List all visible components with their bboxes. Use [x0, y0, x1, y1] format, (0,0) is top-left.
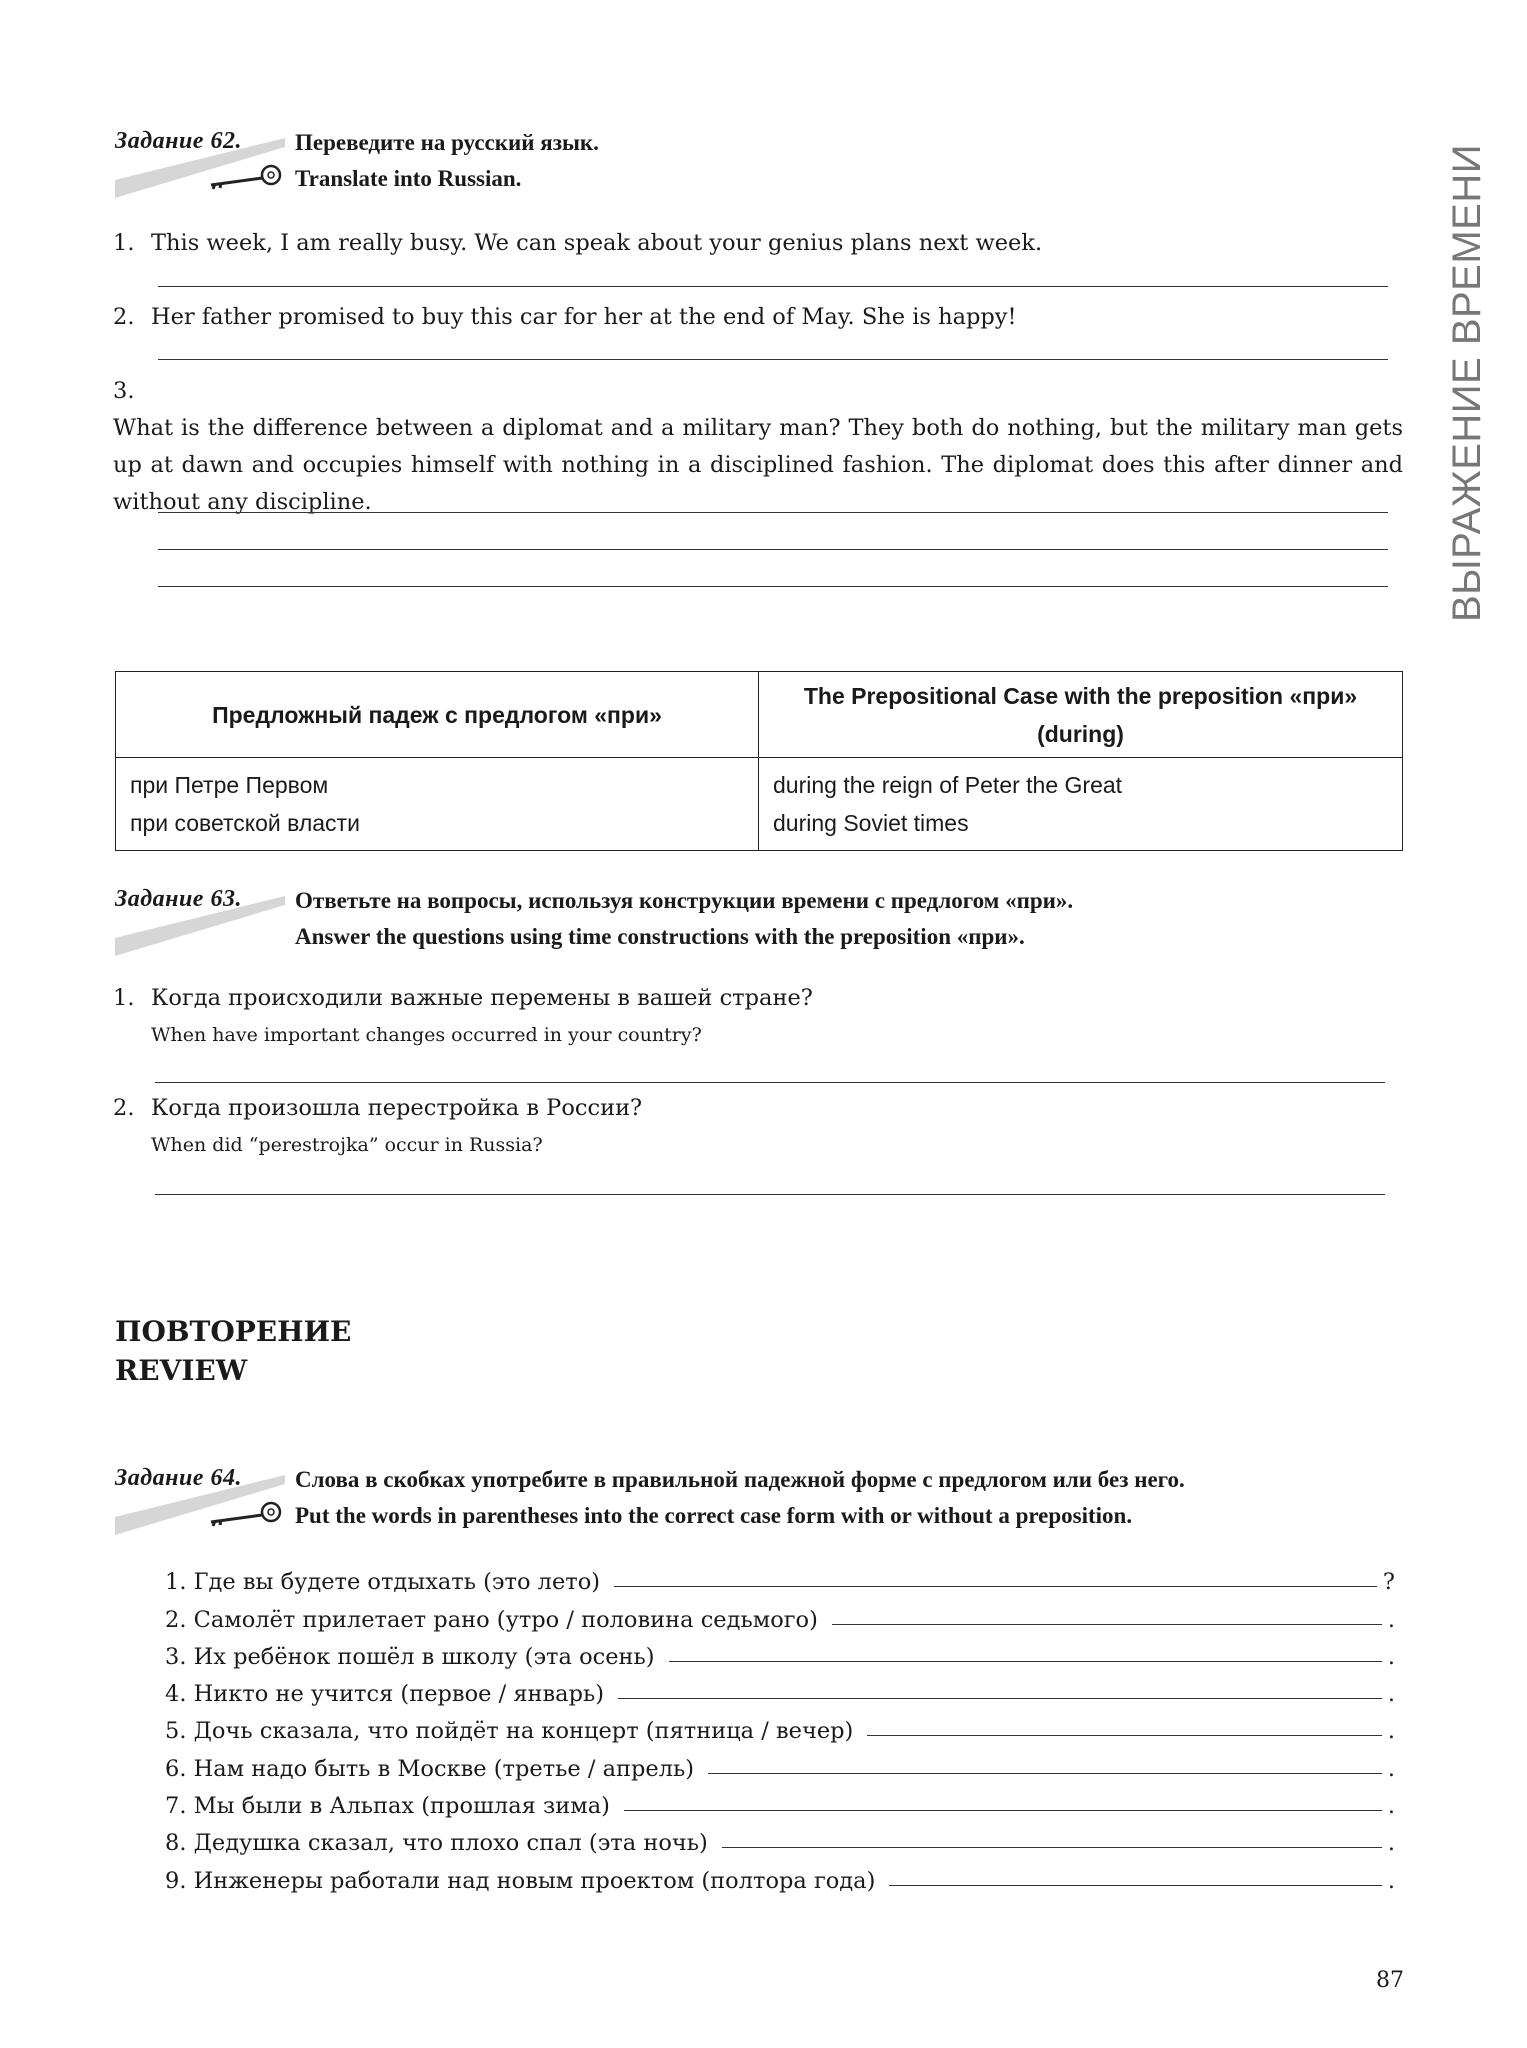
answer-line[interactable]	[155, 1194, 1385, 1195]
exercise-end-punctuation: .	[1387, 1755, 1395, 1782]
task-label: Задание 63.	[115, 886, 242, 912]
item-text: What is the difference between a diplomat and a military man? They both do nothing, but the military man gets up at dawn and occupies himself with nothing in a disciplined fashion. The diplomat does this after dinner and without any discipline.	[113, 415, 1403, 515]
list-item	[113, 373, 1413, 521]
exercise-item	[165, 1558, 1395, 1595]
exercise-item	[165, 1633, 1395, 1670]
table-cell: при советской власти	[130, 810, 360, 836]
answer-blank[interactable]	[669, 1661, 1382, 1662]
exercise-item	[165, 1707, 1395, 1744]
exercise-text: 7. Мы были в Альпах (прошлая зима)	[165, 1793, 610, 1820]
answer-blank[interactable]	[624, 1810, 1382, 1811]
question-en: When did “perestrojka” occur in Russia?	[151, 1134, 543, 1156]
key-icon	[205, 1501, 285, 1527]
item-text: This week, I am really busy. We can speak about your genius plans next week.	[151, 230, 1043, 256]
item-number: 3.	[113, 378, 135, 404]
item-number: 1.	[113, 230, 135, 256]
exercise-item	[165, 1819, 1395, 1856]
answer-line[interactable]	[158, 359, 1388, 360]
exercise-text: 5. Дочь сказала, что пойдёт на концерт (пятница / вечер)	[165, 1718, 854, 1745]
exercise-end-punctuation: .	[1387, 1793, 1395, 1820]
grammar-table	[115, 671, 1403, 851]
exercise-item	[165, 1670, 1395, 1707]
answer-blank[interactable]	[722, 1847, 1382, 1848]
exercise-text: 6. Нам надо быть в Москве (третье / апрель)	[165, 1755, 695, 1782]
list-item	[113, 299, 1413, 336]
item-number: 2.	[113, 304, 135, 330]
question-ru: Когда произошла перестройка в России?	[151, 1095, 643, 1121]
answer-blank[interactable]	[832, 1624, 1382, 1625]
answer-blank[interactable]	[618, 1698, 1382, 1699]
question-item	[113, 1090, 1413, 1164]
exercise-text: 3. Их ребёнок пошёл в школу (эта осень)	[165, 1643, 655, 1670]
answer-blank[interactable]	[867, 1735, 1382, 1736]
item-text: Her father promised to buy this car for her at the end of May. She is happy!	[151, 304, 1017, 330]
answer-line[interactable]	[158, 549, 1388, 550]
item-number: 2.	[113, 1095, 135, 1121]
task-62-header	[115, 128, 1415, 208]
exercise-end-punctuation: .	[1387, 1718, 1395, 1745]
heading-en: REVIEW	[115, 1354, 248, 1387]
table-header: Предложный падеж с предлогом «при»	[116, 672, 759, 758]
table-cell: during Soviet times	[773, 810, 969, 836]
answer-blank[interactable]	[889, 1885, 1381, 1886]
exercise-item	[165, 1595, 1395, 1632]
task-instruction-ru: Ответьте на вопросы, используя конструкции времени с предлогом «при».	[295, 888, 1074, 913]
answer-line[interactable]	[158, 286, 1388, 287]
exercise-text: 4. Никто не учится (первое / январь)	[165, 1681, 605, 1708]
table-header: The Prepositional Case with the preposition «при» (during)	[759, 672, 1403, 758]
exercise-text: 9. Инженеры работали над новым проектом (полтора года)	[165, 1867, 876, 1894]
exercise-end-punctuation: .	[1387, 1681, 1395, 1708]
table-cell: при Петре Первом	[130, 772, 329, 798]
exercise-end-punctuation: ?	[1382, 1569, 1395, 1596]
exercise-item	[165, 1782, 1395, 1819]
task-instruction-ru: Переведите на русский язык.	[295, 130, 599, 155]
task-instruction-en: Answer the questions using time constructions with the preposition «при».	[295, 924, 1025, 949]
exercise-text: 2. Самолёт прилетает рано (утро / половина седьмого)	[165, 1606, 818, 1633]
exercise-item	[165, 1745, 1395, 1782]
section-heading	[115, 1312, 351, 1390]
exercise-text: 8. Дедушка сказал, что плохо спал (эта ночь)	[165, 1830, 708, 1857]
list-item	[113, 225, 1413, 262]
exercise-end-punctuation: .	[1387, 1606, 1395, 1633]
answer-line[interactable]	[155, 1082, 1385, 1083]
exercise-end-punctuation: .	[1387, 1867, 1395, 1894]
task-label: Задание 62.	[115, 128, 242, 154]
question-en: When have important changes occurred in your country?	[151, 1024, 702, 1046]
key-icon	[205, 164, 285, 190]
task-label: Задание 64.	[115, 1465, 242, 1491]
item-number: 1.	[113, 985, 135, 1011]
exercise-text: 1. Где вы будете отдыхать (это лето)	[165, 1569, 601, 1596]
task-63-header	[115, 886, 1415, 966]
task-instruction-ru: Слова в скобках употребите в правильной падежной форме с предлогом или без него.	[295, 1467, 1185, 1492]
exercise-end-punctuation: .	[1387, 1830, 1395, 1857]
answer-line[interactable]	[158, 512, 1388, 513]
answer-blank[interactable]	[614, 1586, 1377, 1587]
answer-line[interactable]	[158, 586, 1388, 587]
table-row	[116, 758, 1403, 851]
answer-blank[interactable]	[708, 1773, 1382, 1774]
question-ru: Когда происходили важные перемены в вашей стране?	[151, 985, 813, 1011]
section-side-title: ВЫРАЖЕНИЕ ВРЕМЕНИ	[1445, 144, 1489, 622]
exercise-item	[165, 1856, 1395, 1893]
task-64-header	[115, 1465, 1415, 1545]
heading-ru: ПОВТОРЕНИЕ	[115, 1315, 352, 1348]
question-item	[113, 980, 1413, 1054]
task-instruction-en: Translate into Russian.	[295, 166, 522, 191]
task-instruction-en: Put the words in parentheses into the correct case form with or without a preposition.	[295, 1503, 1133, 1528]
exercise-end-punctuation: .	[1387, 1643, 1395, 1670]
page-number: 87	[1376, 1968, 1404, 1993]
table-cell: during the reign of Peter the Great	[773, 772, 1123, 798]
